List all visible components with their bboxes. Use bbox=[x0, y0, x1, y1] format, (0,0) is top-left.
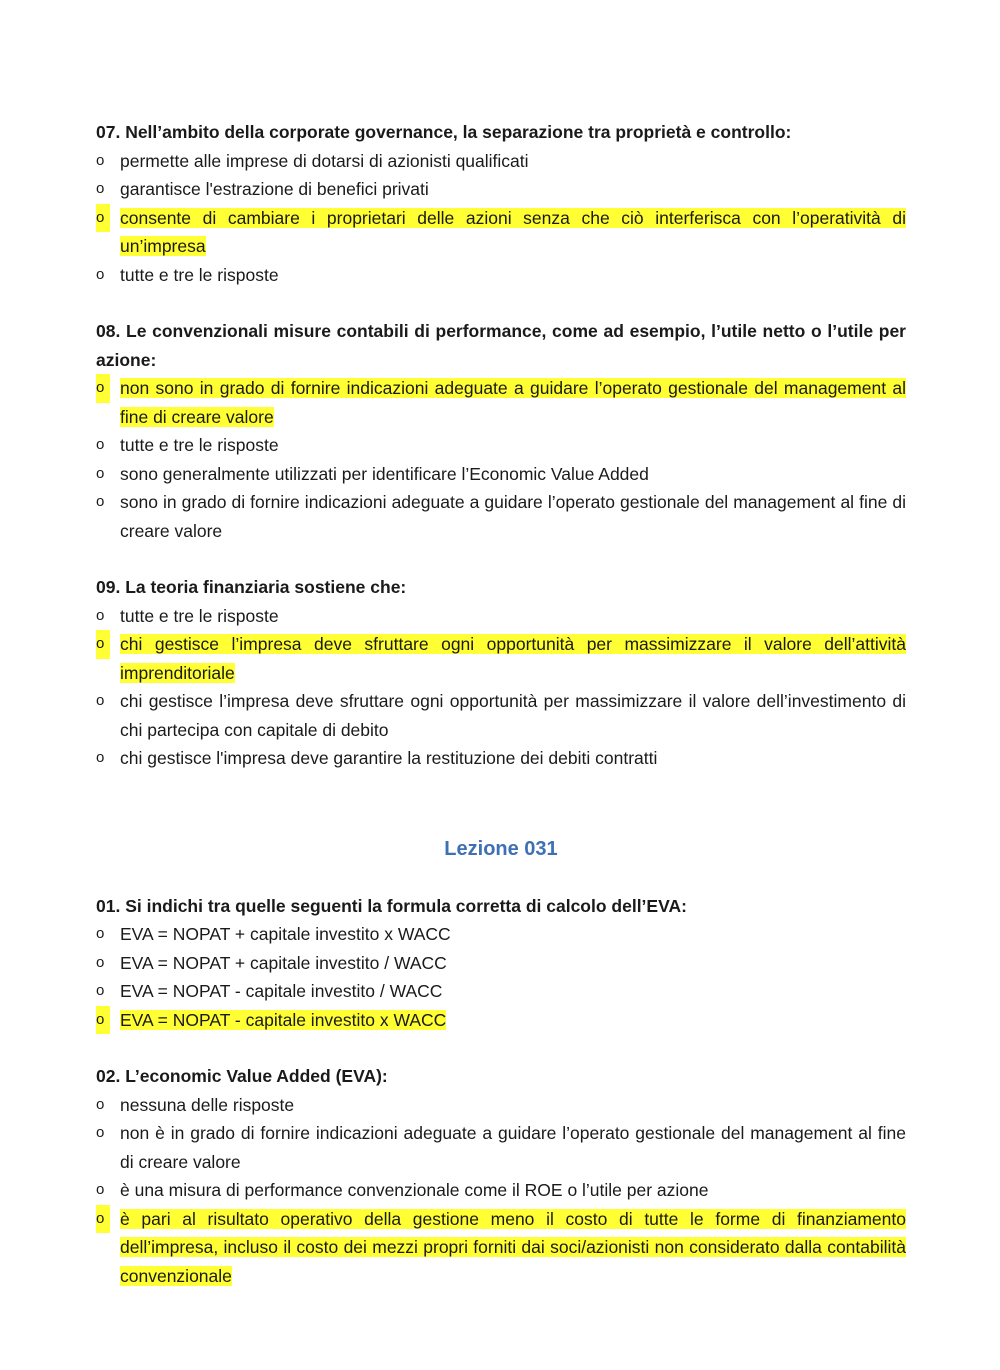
answer-text: nessuna delle risposte bbox=[120, 1094, 295, 1115]
answer-option bbox=[96, 602, 906, 631]
question-block-1 bbox=[96, 118, 906, 773]
answer-options bbox=[96, 920, 906, 1034]
circle-bullet-icon: o bbox=[96, 606, 105, 624]
question-block-2 bbox=[96, 892, 906, 1291]
answer-option bbox=[96, 147, 906, 176]
answer-text: EVA = NOPAT - capitale investito x WACC bbox=[120, 1009, 447, 1030]
answer-text: EVA = NOPAT - capitale investito / WACC bbox=[120, 981, 443, 1001]
question-title: 09. La teoria finanziaria sostiene che: bbox=[96, 577, 407, 597]
answer-options bbox=[96, 602, 906, 773]
answer-text: EVA = NOPAT + capitale investito / WACC bbox=[120, 952, 447, 973]
circle-bullet-icon: o bbox=[96, 204, 110, 233]
circle-bullet-icon: o bbox=[96, 464, 105, 482]
question bbox=[96, 892, 906, 1035]
answer-text: permette alle imprese di dotarsi di azionisti qualificati bbox=[120, 150, 529, 171]
answer-text: EVA = NOPAT + capitale investito x WACC bbox=[120, 924, 451, 944]
circle-bullet-icon: o bbox=[96, 1006, 110, 1035]
circle-bullet-icon: o bbox=[96, 1095, 105, 1113]
section-title: Lezione 031 bbox=[444, 837, 558, 860]
answer-text: tutte e tre le risposte bbox=[120, 605, 279, 626]
question-title: 07. Nell’ambito della corporate governance, la separazione tra proprietà e controllo: bbox=[96, 122, 792, 142]
circle-bullet-icon: o bbox=[96, 1205, 110, 1234]
circle-bullet-icon: o bbox=[96, 265, 105, 283]
question-title: 02. L’economic Value Added (EVA): bbox=[96, 1066, 388, 1086]
circle-bullet-icon: o bbox=[96, 630, 110, 659]
answer-option-correct bbox=[96, 630, 906, 687]
answer-text: chi gestisce l'impresa deve garantire la restituzione dei debiti contratti bbox=[120, 748, 658, 768]
answer-text: chi gestisce l’impresa deve sfruttare ogni opportunità per massimizzare il valore dell’investimento di chi partecipa con capitale di debito bbox=[120, 691, 906, 740]
answer-text: non sono in grado di fornire indicazioni adeguate a guidare l’operato gestionale del management al fine di creare valore bbox=[120, 378, 906, 427]
answer-text: garantisce l'estrazione di benefici privati bbox=[120, 179, 429, 199]
question-title: 01. Si indichi tra quelle seguenti la formula corretta di calcolo dell’EVA: bbox=[96, 895, 687, 916]
question-title: 08. Le convenzionali misure contabili di performance, come ad esempio, l’utile netto o l’utile per azione: bbox=[96, 321, 906, 370]
answer-text: è pari al risultato operativo della gestione meno il costo di tutte le forme di finanziamento dell’impresa, incluso il costo dei mezzi propri forniti dai soci/azionisti non considerato dalla contabilità convenzionale bbox=[120, 1208, 906, 1286]
circle-bullet-icon: o bbox=[96, 151, 105, 169]
answer-option bbox=[96, 431, 906, 460]
circle-bullet-icon: o bbox=[96, 180, 105, 197]
answer-option-correct bbox=[96, 374, 906, 431]
answer-text: chi gestisce l’impresa deve sfruttare ogni opportunità per massimizzare il valore dell’attività imprenditoriale bbox=[120, 634, 906, 683]
answer-option bbox=[96, 977, 906, 1006]
answer-option bbox=[96, 1091, 906, 1120]
answer-option bbox=[96, 261, 906, 290]
answer-text: sono in grado di fornire indicazioni adeguate a guidare l’operato gestionale del management al fine di creare valore bbox=[120, 492, 906, 541]
answer-text: è una misura di performance convenzionale come il ROE o l’utile per azione bbox=[120, 1180, 709, 1200]
answer-text: consente di cambiare i proprietari delle azioni senza che ciò interferisca con l’operatività di un’impresa bbox=[120, 207, 906, 256]
answer-option bbox=[96, 488, 906, 545]
answer-option bbox=[96, 460, 906, 489]
circle-bullet-icon: o bbox=[96, 493, 105, 510]
circle-bullet-icon: o bbox=[96, 374, 110, 403]
answer-options bbox=[96, 147, 906, 290]
answer-text: non è in grado di fornire indicazioni adeguate a guidare l’operato gestionale del management al fine di creare valore bbox=[120, 1123, 906, 1172]
circle-bullet-icon: o bbox=[96, 925, 105, 942]
circle-bullet-icon: o bbox=[96, 692, 105, 709]
answer-option-correct bbox=[96, 1006, 906, 1035]
circle-bullet-icon: o bbox=[96, 436, 105, 453]
answer-text: tutte e tre le risposte bbox=[120, 264, 279, 285]
document-page bbox=[96, 118, 906, 1290]
question bbox=[96, 118, 906, 289]
answer-option-correct bbox=[96, 1205, 906, 1291]
circle-bullet-icon: o bbox=[96, 749, 105, 766]
answer-options bbox=[96, 1091, 906, 1291]
answer-option bbox=[96, 744, 906, 773]
answer-option bbox=[96, 920, 906, 949]
circle-bullet-icon: o bbox=[96, 953, 105, 971]
answer-option bbox=[96, 175, 906, 204]
answer-option bbox=[96, 1176, 906, 1205]
question bbox=[96, 317, 906, 545]
circle-bullet-icon: o bbox=[96, 1181, 105, 1198]
answer-option bbox=[96, 949, 906, 978]
answer-option bbox=[96, 1119, 906, 1176]
answer-text: sono generalmente utilizzati per identificare l’Economic Value Added bbox=[120, 463, 649, 484]
answer-option bbox=[96, 687, 906, 744]
answer-options bbox=[96, 374, 906, 545]
answer-option-correct bbox=[96, 204, 906, 261]
answer-text: tutte e tre le risposte bbox=[120, 435, 279, 455]
circle-bullet-icon: o bbox=[96, 1124, 105, 1141]
question bbox=[96, 573, 906, 773]
circle-bullet-icon: o bbox=[96, 982, 105, 999]
question bbox=[96, 1062, 906, 1290]
